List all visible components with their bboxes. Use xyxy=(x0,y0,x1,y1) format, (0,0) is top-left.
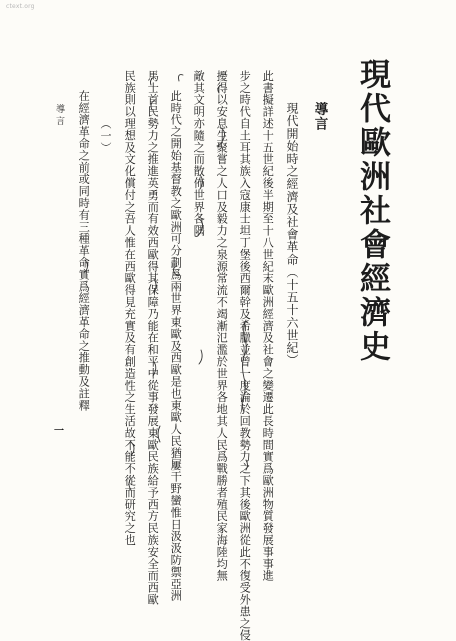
body-line: 馬士首民勢力之推進英勇而有效西歐得其保障乃能在和平中從事發展東歐民族給予西方民族安全而西歐 xyxy=(146,70,160,606)
watermark: ctext.org xyxy=(6,3,35,10)
section-number: （一） xyxy=(99,118,112,154)
bracket-mark xyxy=(199,350,202,364)
section-heading: 導言 xyxy=(311,102,328,131)
body-line: 民族則以理想及文化償付之吾人惟在西歐得見充實及有創造性之生活故不能不從而研究之也 xyxy=(123,70,137,546)
body-line: 敵其文明亦隨之而散佈世界各隅 xyxy=(192,70,206,237)
body-line: 擾得以安息生聚嘗之人口及毅力之泉源常流不竭漸氾濫於世界各地其人民爲戰勝者殖民家海陸均無 xyxy=(215,70,229,582)
chapter-heading: 現代開始時之經濟及社會革命（十五十六世紀） xyxy=(285,102,299,367)
running-head: 導言 xyxy=(54,104,64,128)
page-number: 一 xyxy=(54,426,64,437)
body-line: 步之時代自土耳其族入寇康士坦丁堡後西爾幹及希臘並曾一度淪於回教勢力之下其後歐洲從此不復受外患之侵 xyxy=(238,70,252,641)
body-line: 在經濟革命之前或同時有三種革命實爲經濟革命之推動及註釋 xyxy=(77,90,91,412)
body-line: 此書擬詳述十五世紀後半期至十八世紀末歐洲經濟及社會之變遷此長時間實爲歐洲物質發展事事進 xyxy=(261,70,275,582)
bracket-mark xyxy=(179,75,184,81)
book-title: 現代歐洲社會經濟史 xyxy=(354,58,390,364)
body-line: 此時代之開始基督教之歐洲可分劃爲兩世界東歐及西歐是也東歐人民猶屢干野蠻惟日汲汲防禦亞洲 xyxy=(169,90,183,602)
